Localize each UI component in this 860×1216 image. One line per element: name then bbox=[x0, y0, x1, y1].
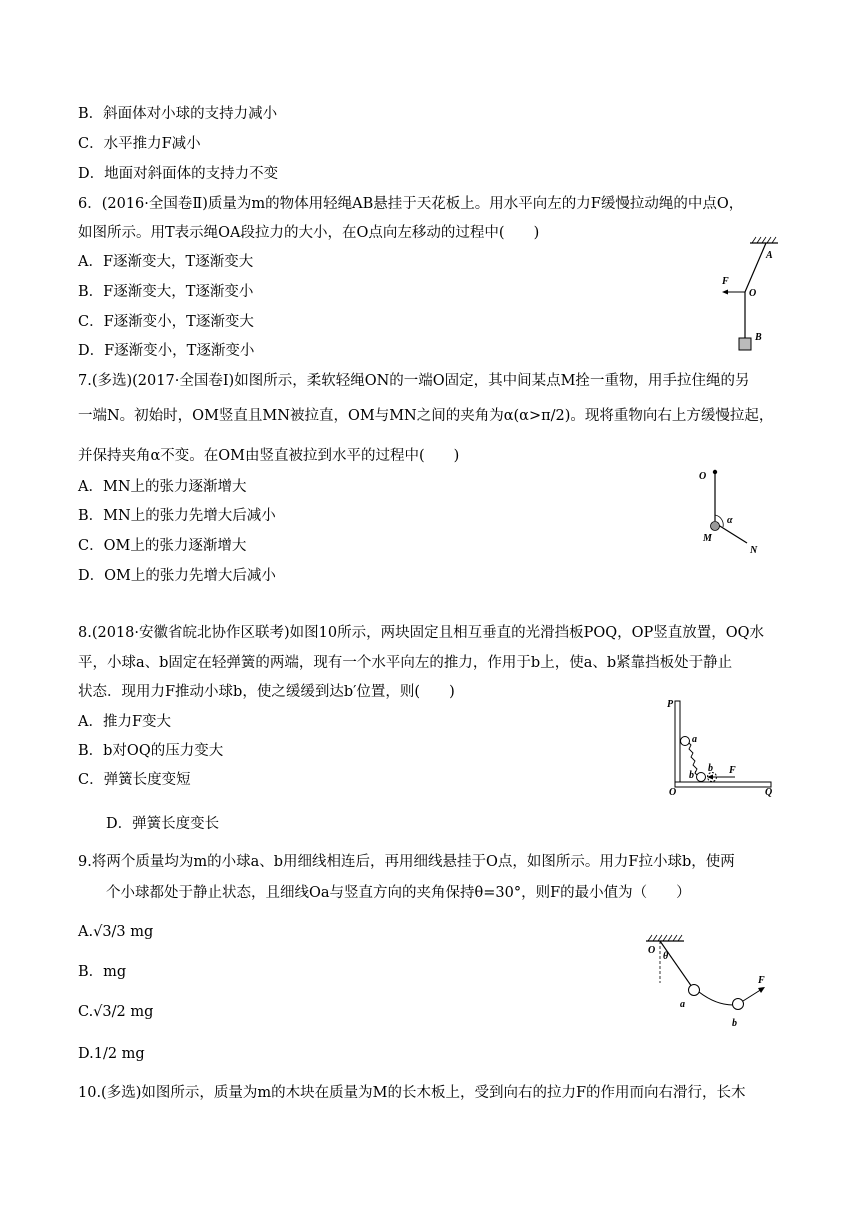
q7-option-b: B．MN上的张力先增大后减小 bbox=[78, 508, 276, 524]
fig7-label-m: M bbox=[703, 533, 712, 544]
fig6-label-b: B bbox=[755, 332, 762, 343]
q6-option-b: B．F逐渐变大，T逐渐变小 bbox=[78, 284, 254, 300]
fig8-label-o: O bbox=[669, 787, 677, 798]
fig9-label-a: a bbox=[680, 999, 685, 1010]
figure-q8 bbox=[665, 695, 785, 803]
fig6-label-o: O bbox=[749, 288, 757, 299]
q5-option-c: C．水平推力F减小 bbox=[78, 136, 201, 152]
fig7-label-o: O bbox=[699, 471, 707, 482]
fig8-label-p: P bbox=[667, 699, 674, 710]
fig8-label-a: a bbox=[692, 734, 697, 745]
q8-option-d: D．弹簧长度变长 bbox=[106, 816, 220, 832]
q8-stem-2: 平，小球a、b固定在轻弹簧的两端，现有一个水平向左的推力，作用于b上，使a、b紧靠挡板处于静止 bbox=[78, 655, 733, 671]
fig7-label-alpha: α bbox=[727, 515, 733, 526]
q8-option-b: B．b对OQ的压力变大 bbox=[78, 743, 224, 759]
fig8-label-b: b bbox=[708, 763, 713, 774]
q8-stem-3: 状态．现用力F推动小球b，使之缓缓到达b′位置，则( ) bbox=[78, 684, 455, 700]
q5-option-d: D．地面对斜面体的支持力不变 bbox=[78, 166, 279, 182]
fig7-label-n: N bbox=[750, 545, 758, 556]
fig9-label-o: O bbox=[648, 945, 656, 956]
q9-option-a: A.√3/3 mg bbox=[78, 924, 154, 940]
q9-option-d: D.1/2 mg bbox=[78, 1046, 145, 1062]
q6-stem-2: 如图所示。用T表示绳OA段拉力的大小，在O点向左移动的过程中( ) bbox=[78, 225, 540, 241]
q7-option-c: C．OM上的张力逐渐增大 bbox=[78, 538, 247, 554]
figure-q6 bbox=[708, 236, 788, 358]
q9-option-b: B．mg bbox=[78, 964, 127, 980]
q6-option-c: C．F逐渐变小，T逐渐变大 bbox=[78, 314, 254, 330]
q6-stem-1: 6．(2016·全国卷Ⅱ)质量为m的物体用轻绳AB悬挂于天花板上。用水平向左的力F缓慢拉动绳的中点O， bbox=[78, 196, 744, 212]
fig9-label-theta: θ bbox=[663, 951, 669, 962]
q8-option-c: C．弹簧长度变短 bbox=[78, 772, 191, 788]
q9-stem-1: 9.将两个质量均为m的小球a、b用细线相连后，再用细线悬挂于O点，如图所示。用力F拉小球b，使两 bbox=[78, 854, 735, 870]
fig9-label-b: b bbox=[732, 1018, 737, 1029]
q6-option-a: A．F逐渐变大，T逐渐变大 bbox=[78, 254, 254, 270]
fig9-label-f: F bbox=[758, 975, 765, 986]
q9-option-c: C.√3/2 mg bbox=[78, 1004, 154, 1020]
fig8-label-f: F bbox=[729, 765, 736, 776]
q10-stem-1: 10.(多选)如图所示，质量为m的木块在质量为M的长木板上，受到向右的拉力F的作用而向右滑行，长木 bbox=[78, 1085, 746, 1101]
q7-option-d: D．OM上的张力先增大后减小 bbox=[78, 568, 276, 584]
fig8-label-b-prime: b′ bbox=[689, 770, 697, 781]
q5-option-b: B．斜面体对小球的支持力减小 bbox=[78, 106, 278, 122]
q8-option-a: A．推力F变大 bbox=[78, 714, 172, 730]
q8-stem-1: 8.(2018·安徽省皖北协作区联考)如图10所示，两块固定且相互垂直的光滑挡板POQ，OP竖直放置，OQ水 bbox=[78, 625, 765, 641]
q7-stem-3: 并保持夹角α不变。在OM由竖直被拉到水平的过程中( ) bbox=[78, 448, 460, 464]
q9-stem-2: 个小球都处于静止状态，且细线Oa与竖直方向的夹角保持θ=30°，则F的最小值为（ ） bbox=[106, 885, 691, 901]
fig6-label-a: A bbox=[766, 250, 773, 261]
fig6-label-f: F bbox=[722, 276, 729, 287]
q6-option-d: D．F逐渐变小，T逐渐变小 bbox=[78, 343, 255, 359]
q7-stem-1: 7.(多选)(2017·全国卷Ⅰ)如图所示，柔软轻绳ON的一端O固定，其中间某点M拴一重物，用手拉住绳的另 bbox=[78, 373, 750, 389]
q7-stem-2: 一端N。初始时，OM竖直且MN被拉直，OM与MN之间的夹角为α(α>π/2)。现将重物向右上方缓慢拉起， bbox=[78, 408, 774, 424]
figure-q9 bbox=[640, 933, 775, 1033]
fig8-label-q: Q bbox=[765, 787, 773, 798]
figure-q7 bbox=[695, 465, 775, 560]
q7-option-a: A．MN上的张力逐渐增大 bbox=[78, 479, 247, 495]
